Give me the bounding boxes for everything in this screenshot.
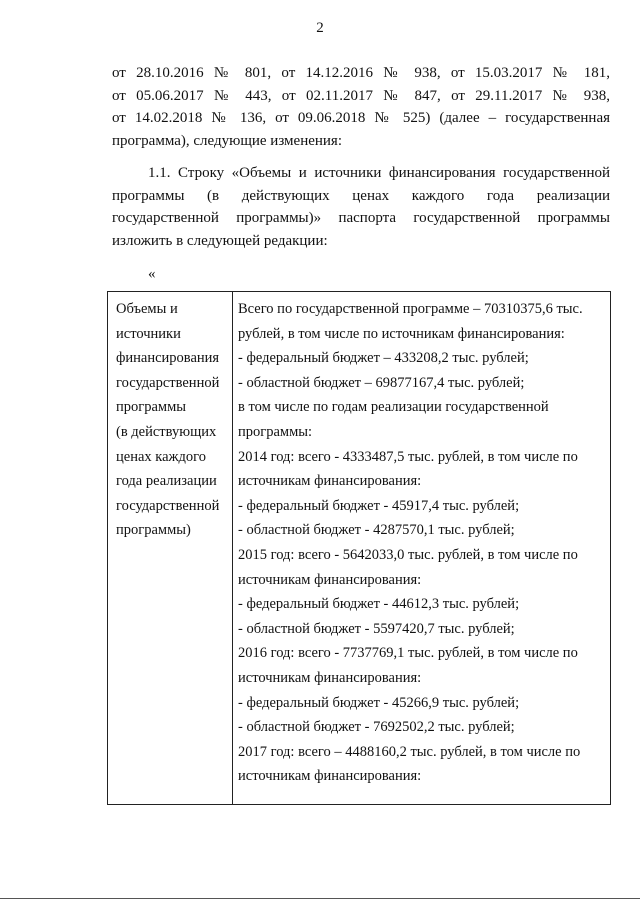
item-paragraph	[112, 162, 610, 252]
left-cell-line: государственной	[116, 374, 220, 391]
table-right-cell	[233, 292, 610, 804]
intro-line: от 05.06.2017 № 443, от 02.11.2017 № 847, от 29.11.2017 № 938,	[112, 87, 610, 104]
left-cell-line: программы	[116, 399, 186, 416]
table-left-cell	[108, 292, 233, 804]
right-cell-line: - областной бюджет – 69877167,4 тыс. рублей;	[238, 374, 525, 391]
left-cell-line: финансирования	[116, 350, 220, 367]
page-number: 2	[316, 20, 324, 36]
left-cell-line: Объемы и	[116, 301, 178, 317]
left-cell-line: (в действующих	[116, 423, 217, 440]
right-cell-line: - федеральный бюджет – 433208,2 тыс. рублей;	[238, 350, 529, 367]
right-cell-line: источникам финансирования:	[238, 768, 422, 785]
item-line: изложить в следующей редакции:	[112, 232, 328, 249]
intro-line: от 14.02.2018 № 136, от 09.06.2018 № 525) (далее – государственная	[112, 110, 610, 126]
right-cell-line: программы:	[238, 423, 313, 440]
left-cell-line: программы)	[116, 522, 191, 539]
right-cell-line: источникам финансирования:	[238, 571, 422, 588]
right-cell-line: - федеральный бюджет - 45266,9 тыс. рублей;	[238, 694, 520, 711]
right-cell-line: 2016 год: всего - 7737769,1 тыс. рублей, в том числе по	[238, 645, 578, 662]
left-cell-line: ценах каждого	[116, 448, 207, 465]
intro-line: от 28.10.2016 № 801, от 14.12.2016 № 938, от 15.03.2017 № 181,	[112, 65, 610, 81]
right-cell-line: источникам финансирования:	[238, 473, 422, 490]
opening-quote: «	[148, 266, 156, 282]
page-bottom-rule	[0, 898, 640, 899]
intro-line: программа), следующие изменения:	[112, 132, 342, 149]
item-line: 1.1. Строку «Объемы и источники финансирования государственной	[148, 165, 610, 181]
right-cell-line: Всего по государственной программе – 70310375,6 тыс.	[238, 301, 583, 317]
left-cell-line: года реализации	[116, 473, 217, 490]
right-cell-line: источникам финансирования:	[238, 669, 422, 686]
item-line: государственной программы)» паспорта государственной программы	[112, 210, 610, 226]
left-cell-line: государственной	[116, 497, 220, 514]
right-cell-line: в том числе по годам реализации государственной	[238, 399, 549, 416]
right-cell-line: - федеральный бюджет - 44612,3 тыс. рублей;	[238, 596, 520, 613]
right-cell-line: 2014 год: всего - 4333487,5 тыс. рублей, в том числе по	[238, 448, 578, 465]
right-cell-line: 2015 год: всего - 5642033,0 тыс. рублей, в том числе по	[238, 546, 578, 563]
right-cell-line: - областной бюджет - 7692502,2 тыс. рублей;	[238, 719, 515, 736]
passport-table	[107, 291, 611, 805]
left-cell-line: источники	[116, 325, 181, 342]
intro-paragraph	[112, 62, 610, 152]
right-cell-line: - областной бюджет - 4287570,1 тыс. рублей;	[238, 522, 515, 539]
right-cell-line: - областной бюджет - 5597420,7 тыс. рублей;	[238, 620, 515, 637]
right-cell-line: рублей, в том числе по источникам финансирования:	[238, 325, 565, 342]
right-cell-line: 2017 год: всего – 4488160,2 тыс. рублей, в том числе по	[238, 743, 581, 760]
right-cell-line: - федеральный бюджет - 45917,4 тыс. рублей;	[238, 497, 520, 514]
item-line: программы (в действующих ценах каждого года реализации	[112, 187, 610, 204]
